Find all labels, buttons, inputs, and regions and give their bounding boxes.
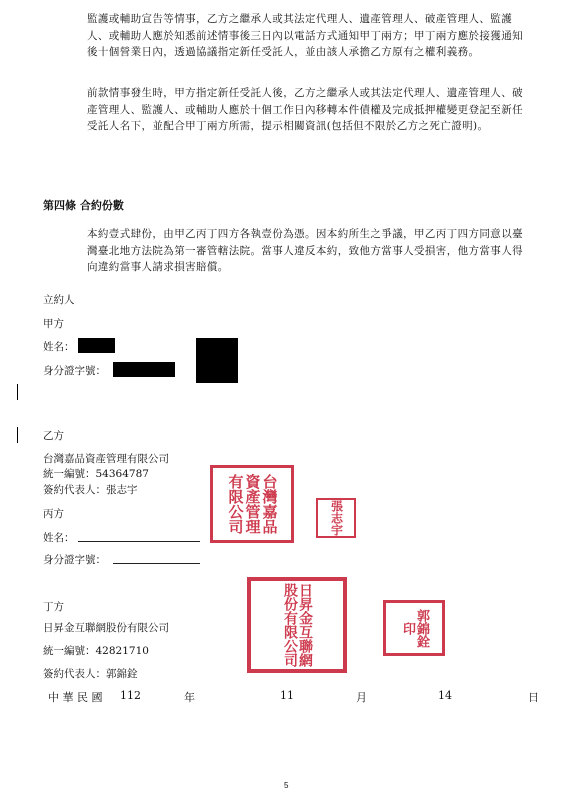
party-a-id-redaction: [113, 362, 175, 377]
party-a-name-label: 姓名：: [43, 341, 75, 353]
signing-date: [48, 689, 543, 703]
page-number: 5: [284, 781, 289, 790]
date-year-unit: 年: [184, 691, 195, 704]
party-c-id-field[interactable]: [113, 553, 200, 564]
party-a-id-label: 身分證字號：: [43, 365, 106, 377]
party-b-personal-seal: [316, 498, 356, 538]
article-4-heading: 第四條 合約份數: [43, 199, 124, 212]
party-a-signature-redaction: [196, 338, 238, 383]
date-month-unit: 月: [356, 691, 367, 704]
article-4-paragraph: 本約壹式肆份，由甲乙丙丁四方各執壹份為憑。因本約所生之爭議，甲乙丙丁四方同意以臺灣臺北地方法院為第一審管轄法院。當事人違反本約，致他方當事人受損害，他方當事人得向違約當事人請求損害賠償。: [87, 228, 523, 273]
party-c-id-label: 身分證字號：: [43, 554, 106, 566]
party-b-company: 台灣嘉品資產管理有限公司: [43, 453, 169, 465]
party-a-label: 甲方: [43, 318, 64, 330]
date-month: 11: [280, 689, 294, 702]
date-era: 中 華 民 國: [48, 691, 103, 704]
party-d-representative: 簽約代表人：郭錦銓: [43, 668, 138, 680]
text-cursor-mark: [17, 427, 18, 443]
text-cursor-mark: [17, 384, 18, 400]
party-d-company-seal-text: 日昇金互聯網股份有限公司: [282, 583, 313, 667]
party-c-name-field[interactable]: [78, 531, 200, 542]
clause-paragraph-transfer: 前款情事發生時，甲方指定新任受託人後，乙方之繼承人或其法定代理人、遺產管理人、破產管理人、監護人、或輔助人應於十個工作日內移轉本件債權及完成抵押權變更登記至新任受託人名下，並配合甲丁兩方所需，提示相關資訊(包括但不限於乙方之死亡證明)。: [87, 87, 523, 132]
date-day-unit: 日: [528, 691, 539, 704]
party-b-company-seal-text: 台灣嘉品資產管理有限公司: [226, 474, 279, 534]
party-b-personal-seal-text: 張志宇: [329, 500, 344, 536]
party-b-label: 乙方: [43, 430, 64, 442]
party-d-personal-seal: [383, 600, 445, 656]
party-d-company-seal: [247, 577, 347, 673]
signatories-heading: 立約人: [43, 294, 75, 306]
party-d-personal-seal-text: 郭錦銓印: [400, 608, 429, 648]
party-c-label: 丙方: [43, 508, 64, 520]
party-b-representative: 簽約代表人：張志宇: [43, 484, 138, 496]
party-c-name-label: 姓名：: [43, 532, 75, 544]
party-b-company-seal: [210, 465, 294, 543]
party-a-name-redaction: [78, 338, 115, 353]
date-day: 14: [438, 689, 452, 702]
clause-paragraph-continued: 監護或輔助宣告等情事，乙方之繼承人或其法定代理人、遺產管理人、破產管理人、監護人、或輔助人應於知悉前述情事後三日內以電話方式通知甲丁兩方；甲丁兩方應於接獲通知後十個營業日內，透過協議指定新任受託人，並由該人承擔乙方原有之權利義務。: [87, 13, 523, 58]
party-d-label: 丁方: [43, 601, 64, 613]
date-year: 112: [120, 689, 141, 702]
party-d-company: 日昇金互聯網股份有限公司: [43, 622, 169, 634]
party-d-tax-id: 統一編號：42821710: [43, 645, 149, 657]
party-b-tax-id: 統一編號：54364787: [43, 468, 149, 480]
